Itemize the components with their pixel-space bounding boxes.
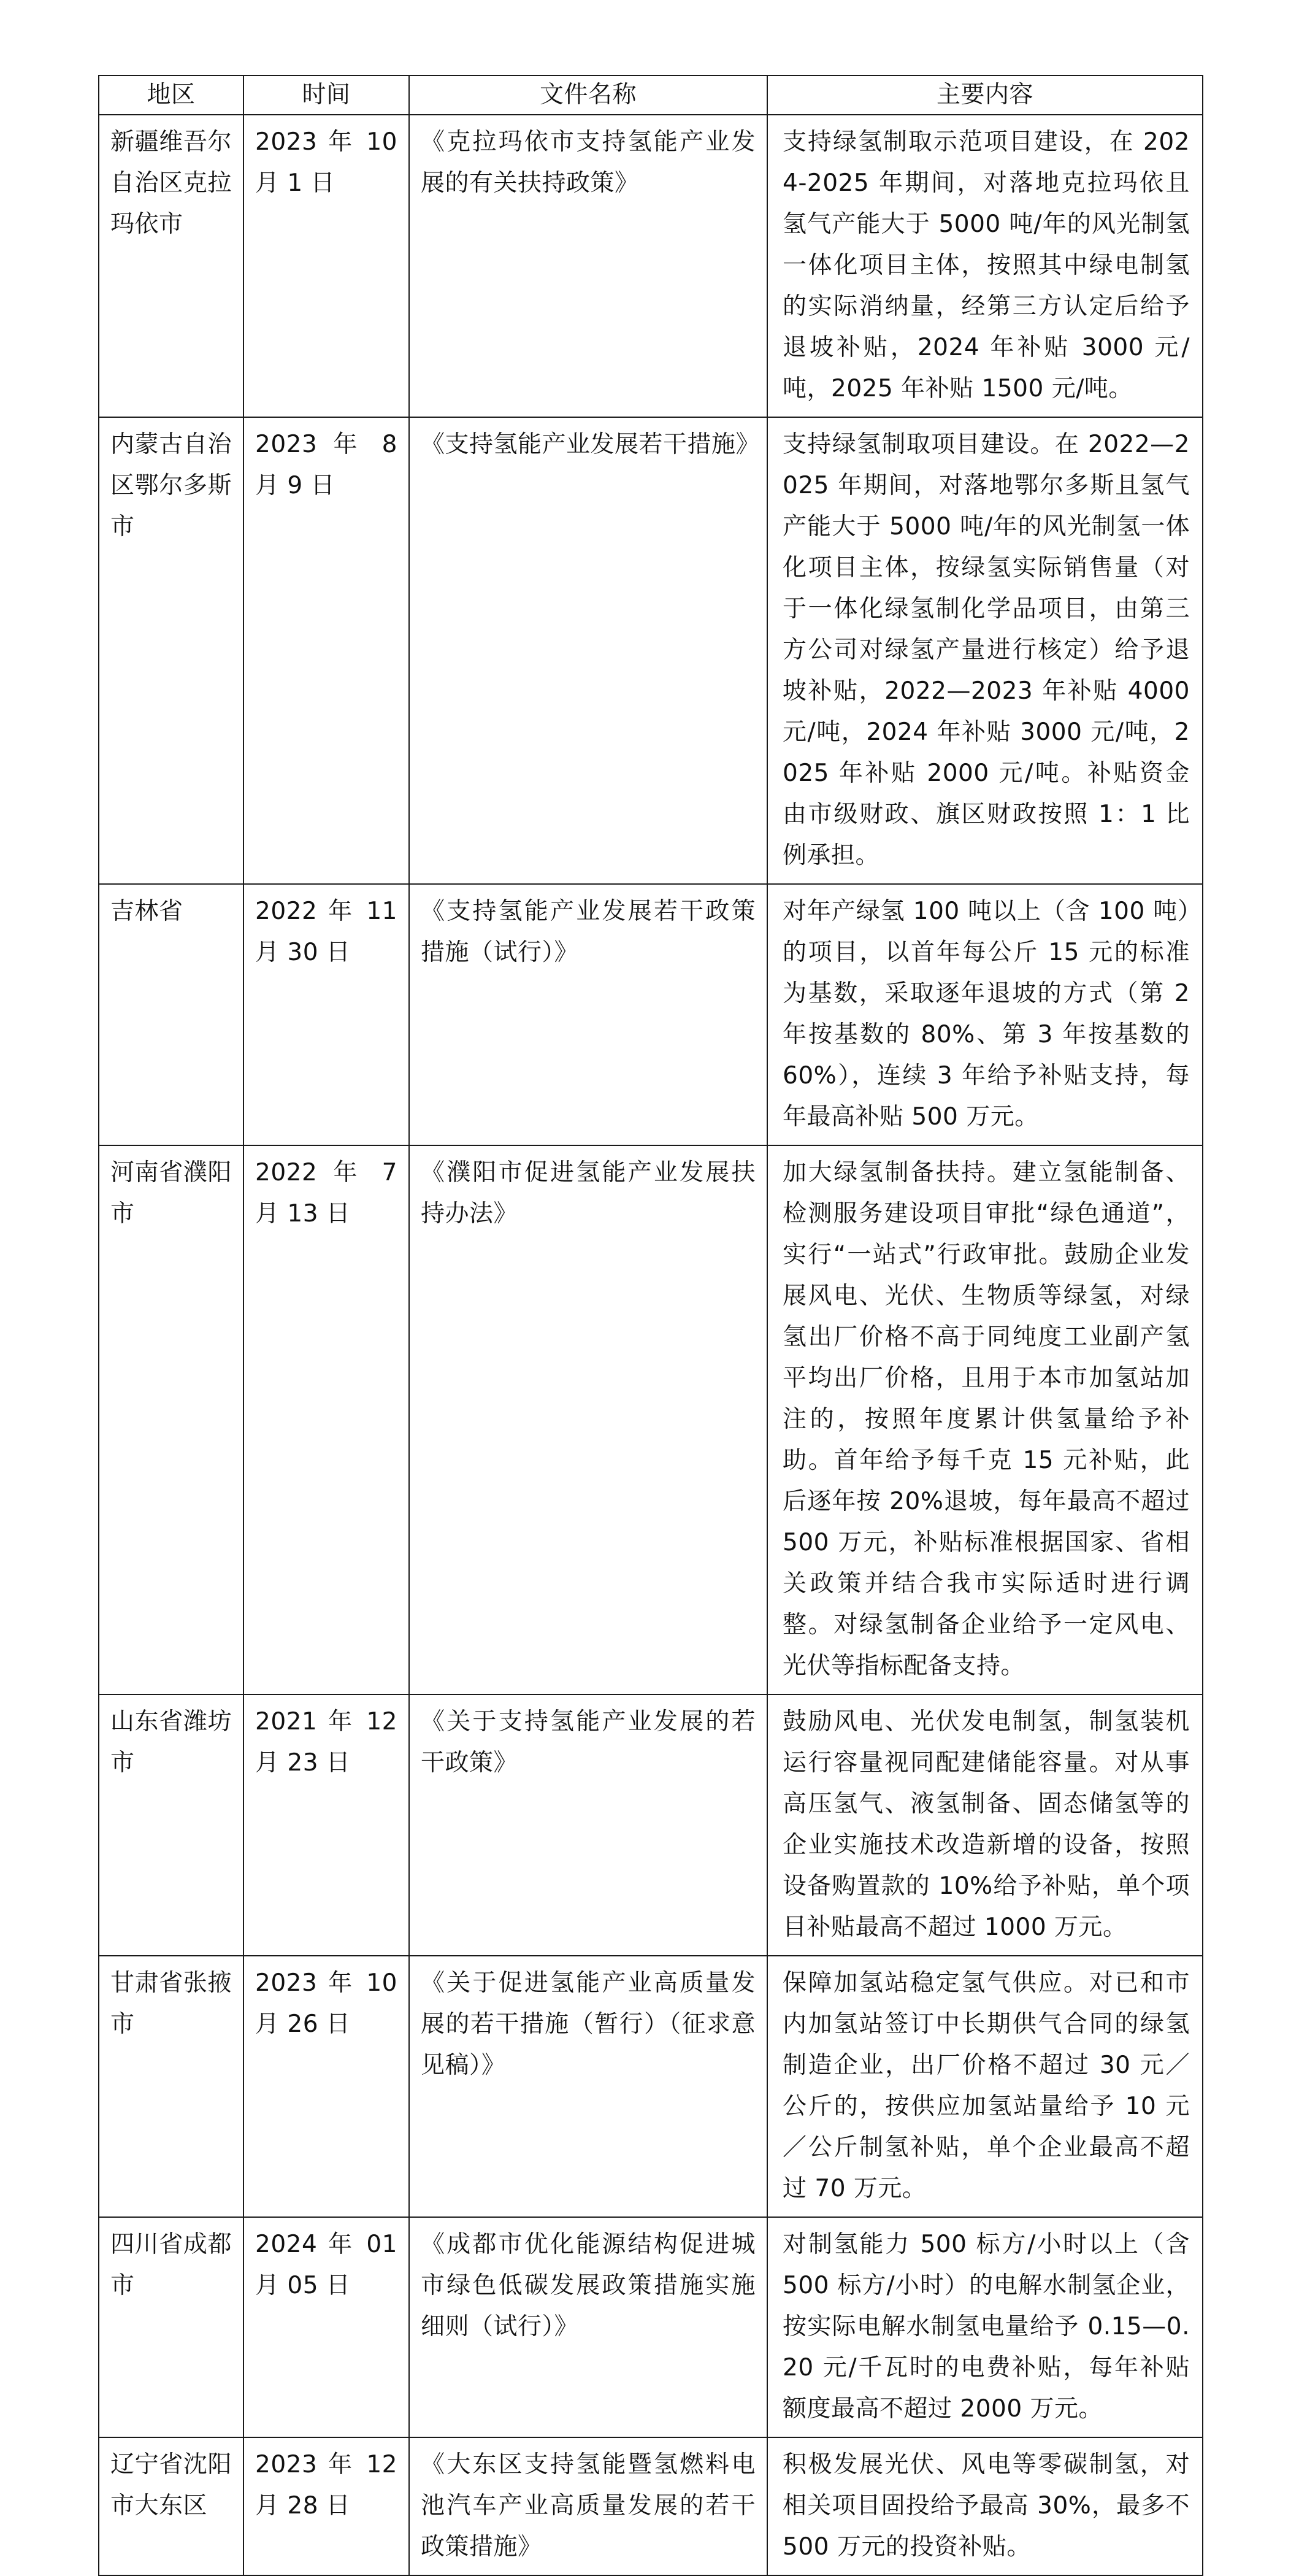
table-row	[99, 1145, 1203, 1694]
cell-document: 《支持氢能产业发展若干政策措施（试行）》	[409, 884, 767, 1145]
cell-document: 《成都市优化能源结构促进城市绿色低碳发展政策措施实施细则（试行）》	[409, 2217, 767, 2437]
cell-region: 山东省潍坊市	[99, 1694, 243, 1956]
cell-region: 内蒙古自治区鄂尔多斯市	[99, 417, 243, 884]
cell-document: 《关于促进氢能产业高质量发展的若干措施（暂行）（征求意见稿）》	[409, 1956, 767, 2217]
cell-date: 2021 年 12 月 23 日	[243, 1694, 409, 1956]
cell-region: 辽宁省沈阳市大东区	[99, 2437, 243, 2575]
header-date: 时间	[243, 75, 409, 115]
cell-content: 支持绿氢制取项目建设。在 2022—2025 年期间，对落地鄂尔多斯且氢气产能大于 5000 吨/年的风光制氢一体化项目主体，按绿氢实际销售量（对于一体化绿氢制化学品项目，由第三方公司对绿氢产量进行核定）给予退坡补贴，2022—2023 年补贴 4000 元/吨，2024 年补贴 3000 元/吨，2025 年补贴 2000 元/吨。补贴资金由市级财政、旗区财政按照 1：1 比例承担。	[767, 417, 1203, 884]
cell-content: 保障加氢站稳定氢气供应。对已和市内加氢站签订中长期供气合同的绿氢制造企业，出厂价格不超过 30 元／公斤的，按供应加氢站量给予 10 元／公斤制氢补贴，单个企业最高不超过 70 万元。	[767, 1956, 1203, 2217]
cell-document: 《关于支持氢能产业发展的若干政策》	[409, 1694, 767, 1956]
policy-table	[98, 75, 1203, 2576]
cell-date: 2022 年 11 月 30 日	[243, 884, 409, 1145]
cell-content: 支持绿氢制取示范项目建设，在 2024-2025 年期间，对落地克拉玛依且氢气产能大于 5000 吨/年的风光制氢一体化项目主体，按照其中绿电制氢的实际消纳量，经第三方认定后给予退坡补贴，2024 年补贴 3000 元/吨，2025 年补贴 1500 元/吨。	[767, 115, 1203, 417]
table-row	[99, 884, 1203, 1145]
cell-content: 鼓励风电、光伏发电制氢，制氢装机运行容量视同配建储能容量。对从事高压氢气、液氢制备、固态储氢等的企业实施技术改造新增的设备，按照设备购置款的 10%给予补贴，单个项目补贴最高不超过 1000 万元。	[767, 1694, 1203, 1956]
cell-date: 2024 年 01 月 05 日	[243, 2217, 409, 2437]
cell-region: 吉林省	[99, 884, 243, 1145]
cell-document: 《支持氢能产业发展若干措施》	[409, 417, 767, 884]
table-row	[99, 115, 1203, 417]
cell-region: 河南省濮阳市	[99, 1145, 243, 1694]
table-row	[99, 2437, 1203, 2575]
cell-date: 2022 年 7 月 13 日	[243, 1145, 409, 1694]
cell-document: 《克拉玛依市支持氢能产业发展的有关扶持政策》	[409, 115, 767, 417]
cell-content: 对制氢能力 500 标方/小时以上（含 500 标方/小时）的电解水制氢企业，按实际电解水制氢电量给予 0.15—0.20 元/千瓦时的电费补贴，每年补贴额度最高不超过 2000 万元。	[767, 2217, 1203, 2437]
cell-date: 2023 年 8 月 9 日	[243, 417, 409, 884]
table-row	[99, 1694, 1203, 1956]
header-content: 主要内容	[767, 75, 1203, 115]
cell-date: 2023 年 10 月 26 日	[243, 1956, 409, 2217]
cell-document: 《大东区支持氢能暨氢燃料电池汽车产业高质量发展的若干政策措施》	[409, 2437, 767, 2575]
cell-date: 2023 年 12 月 28 日	[243, 2437, 409, 2575]
cell-document: 《濮阳市促进氢能产业发展扶持办法》	[409, 1145, 767, 1694]
header-document: 文件名称	[409, 75, 767, 115]
document-page	[98, 75, 1202, 2576]
cell-content: 加大绿氢制备扶持。建立氢能制备、检测服务建设项目审批“绿色通道”，实行“一站式”行政审批。鼓励企业发展风电、光伏、生物质等绿氢，对绿氢出厂价格不高于同纯度工业副产氢平均出厂价格，且用于本市加氢站加注的，按照年度累计供氢量给予补助。首年给予每千克 15 元补贴，此后逐年按 20%退坡，每年最高不超过 500 万元，补贴标准根据国家、省相关政策并结合我市实际适时进行调整。对绿氢制备企业给予一定风电、光伏等指标配备支持。	[767, 1145, 1203, 1694]
cell-region: 新疆维吾尔自治区克拉玛依市	[99, 115, 243, 417]
table-row	[99, 2217, 1203, 2437]
table-row	[99, 1956, 1203, 2217]
header-region: 地区	[99, 75, 243, 115]
table-row	[99, 417, 1203, 884]
cell-region: 甘肃省张掖市	[99, 1956, 243, 2217]
cell-region: 四川省成都市	[99, 2217, 243, 2437]
cell-content: 积极发展光伏、风电等零碳制氢，对相关项目固投给予最高 30%，最多不 500 万元的投资补贴。	[767, 2437, 1203, 2575]
table-header-row	[99, 75, 1203, 115]
cell-content: 对年产绿氢 100 吨以上（含 100 吨）的项目，以首年每公斤 15 元的标准为基数，采取逐年退坡的方式（第 2 年按基数的 80%、第 3 年按基数的 60%），连续 3 年给予补贴支持，每年最高补贴 500 万元。	[767, 884, 1203, 1145]
cell-date: 2023 年 10 月 1 日	[243, 115, 409, 417]
